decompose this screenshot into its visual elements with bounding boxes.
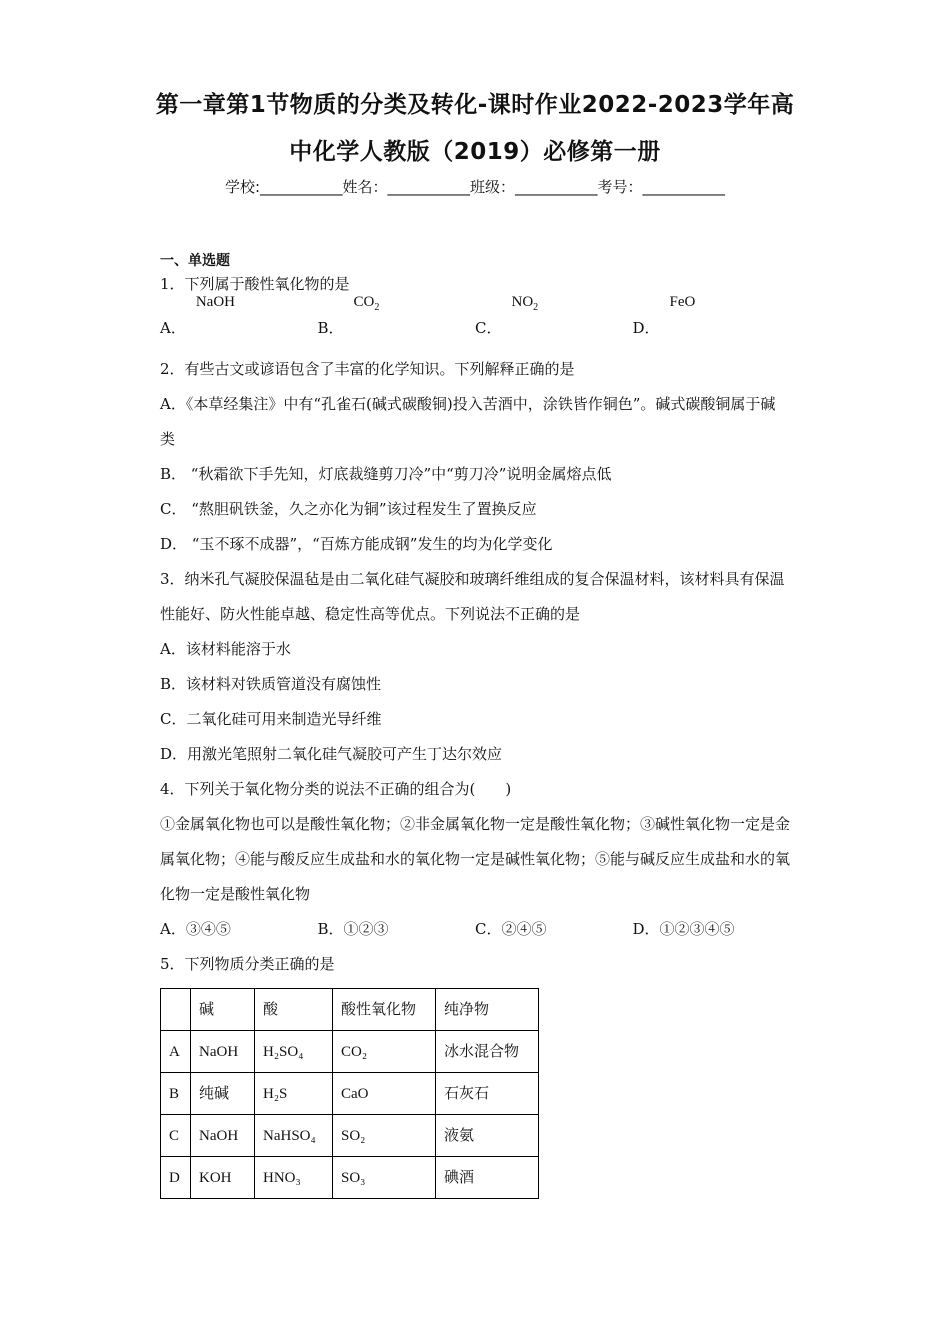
table-cell: NaHSO₄ bbox=[255, 1115, 333, 1157]
question-5-stem: 5．下列物质分类正确的是 bbox=[160, 955, 335, 973]
table-cell: 纯碱 bbox=[191, 1073, 255, 1115]
question-2-stem: 2．有些古文或谚语包含了丰富的化学知识。下列解释正确的是 bbox=[160, 360, 575, 378]
table-row bbox=[161, 1115, 539, 1157]
table-header-cell: 纯净物 bbox=[436, 989, 539, 1031]
question-4-body: ①金属氧化物也可以是酸性氧化物；②非金属氧化物一定是酸性氧化物；③碱性氧化物一定是金属氧化物；④能与酸反应生成盐和水的氧化物一定是碱性氧化物；⑤能与碱反应生成盐和水的氧化物一定是酸性氧化物 bbox=[160, 815, 791, 903]
table-row bbox=[161, 1073, 539, 1115]
table-cell: C bbox=[161, 1115, 191, 1157]
question-1 bbox=[160, 273, 790, 339]
questions bbox=[160, 250, 790, 1199]
option-a: A．《本草经集注》中有“孔雀石(碱式碳酸铜)投入苦酒中，涂铁皆作铜色”。碱式碳酸铜属于碱类 bbox=[160, 395, 776, 448]
question-4-stem: 4．下列关于氧化物分类的说法不正确的组合为( ) bbox=[160, 780, 512, 798]
title-line-1: 第一章第1节物质的分类及转化-课时作业2022-2023学年高 bbox=[155, 92, 795, 118]
option-a: A．③④⑤ bbox=[160, 920, 231, 938]
table-cell: D bbox=[161, 1157, 191, 1199]
table-cell: CO₂ bbox=[333, 1031, 436, 1073]
option-c: C．二氧化硅可用来制造光导纤维 bbox=[160, 710, 382, 728]
option-d: D．①②③④⑤ bbox=[632, 920, 735, 938]
option-b: B．①②③ bbox=[317, 920, 389, 938]
title-line-2: 中化学人教版（2019）必修第一册 bbox=[289, 139, 661, 165]
table-header-cell: 碱 bbox=[191, 989, 255, 1031]
question-4 bbox=[160, 772, 790, 947]
table-cell: HNO₃ bbox=[255, 1157, 333, 1199]
option-c: C． “熬胆矾铁釜，久之亦化为铜”该过程发生了置换反应 bbox=[160, 500, 537, 518]
table-cell: NaOH bbox=[191, 1031, 255, 1073]
table-cell: SO₂ bbox=[333, 1115, 436, 1157]
table-cell: 碘酒 bbox=[436, 1157, 539, 1199]
table-header-cell bbox=[161, 989, 191, 1031]
option-b: B．该材料对铁质管道没有腐蚀性 bbox=[160, 675, 382, 693]
table-header-cell: 酸性氧化物 bbox=[333, 989, 436, 1031]
table-header-cell: 酸 bbox=[255, 989, 333, 1031]
question-5 bbox=[160, 947, 790, 1199]
table-cell: B bbox=[161, 1073, 191, 1115]
option-a: A．该材料能溶于水 bbox=[160, 640, 291, 658]
table-cell: 石灰石 bbox=[436, 1073, 539, 1115]
option-d: D． “玉不琢不成器”，“百炼方能成钢”发生的均为化学变化 bbox=[160, 535, 553, 553]
question-3 bbox=[160, 562, 790, 772]
classification-table bbox=[160, 988, 539, 1199]
student-info-line bbox=[0, 176, 950, 197]
option-a: A． NaOH bbox=[160, 294, 235, 337]
table-cell: A bbox=[161, 1031, 191, 1073]
option-c: C． $NO_2$ bbox=[475, 294, 539, 337]
table-cell: NaOH bbox=[191, 1115, 255, 1157]
question-2 bbox=[160, 352, 790, 562]
question-1-options bbox=[160, 295, 790, 339]
table-row bbox=[161, 1157, 539, 1199]
table-row bbox=[161, 1031, 539, 1073]
table-cell: SO₃ bbox=[333, 1157, 436, 1199]
option-d: D． FeO bbox=[632, 294, 696, 337]
table-cell: CaO bbox=[333, 1073, 436, 1115]
option-d: D．用激光笔照射二氧化硅气凝胶可产生丁达尔效应 bbox=[160, 745, 503, 763]
table-header-row bbox=[161, 989, 539, 1031]
table-cell: H₂S bbox=[255, 1073, 333, 1115]
option-b: B． $CO_2$ bbox=[317, 294, 380, 337]
option-c: C．②④⑤ bbox=[475, 920, 547, 938]
option-b: B． “秋霜欲下手先知，灯底裁缝剪刀冷”中“剪刀冷”说明金属熔点低 bbox=[160, 465, 612, 483]
table-cell: 冰水混合物 bbox=[436, 1031, 539, 1073]
question-3-stem: 3．纳米孔气凝胶保温毡是由二氧化硅气凝胶和玻璃纤维组成的复合保温材料，该材料具有保温性能好、防火性能卓越、稳定性高等优点。下列说法不正确的是 bbox=[160, 570, 785, 623]
student-info-text: 学校:___________姓名：___________班级：___________考号：___________ bbox=[224, 178, 726, 196]
table-cell: KOH bbox=[191, 1157, 255, 1199]
question-1-stem: 1．下列属于酸性氧化物的是 bbox=[160, 275, 350, 293]
table-cell: 液氨 bbox=[436, 1115, 539, 1157]
section-title: 一、单选题 bbox=[160, 253, 230, 269]
table-cell: H₂SO₄ bbox=[255, 1031, 333, 1073]
question-4-options bbox=[160, 912, 790, 947]
